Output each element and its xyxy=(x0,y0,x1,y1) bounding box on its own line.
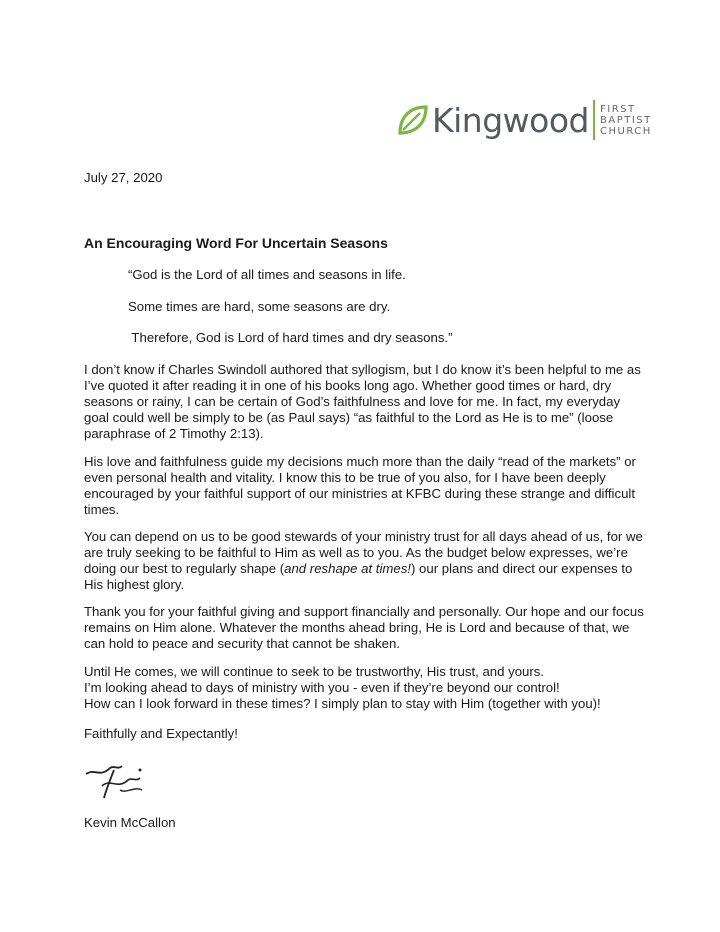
letter-date: July 27, 2020 xyxy=(84,170,163,185)
closing-line: Faithfully and Expectantly! xyxy=(84,726,238,741)
paragraph-4: Thank you for your faithful giving and support financially and personally. Our hope and our focus remains on Him alone. Whatever the months ahead bring, He is Lord and because of that, we can hold to peace and security that cannot be shaken. xyxy=(84,604,644,651)
quote-line-3: Therefore, God is Lord of hard times and dry seasons.” xyxy=(128,330,453,345)
logo-line-baptist: BAPTIST xyxy=(600,114,652,126)
paragraph-5-line-3: How can I look forward in these times? I simply plan to stay with Him (together with you)! xyxy=(84,696,601,711)
paragraph-3-text-a: You can depend on us to be good stewards of your ministry trust for all days ahead of us, for we are truly seeking to be faithful to Him as well as to you. As the budget below expresses, we’re doing our best to regularly shape ( xyxy=(84,529,643,576)
paragraph-3-text-b: ) our plans and direct our expenses to His highest glory. xyxy=(84,561,633,592)
paragraph-5-line-1: Until He comes, we will continue to seek to be trustworthy, His trust, and yours. xyxy=(84,664,545,679)
logo-line-church: CHURCH xyxy=(600,125,652,137)
paragraph-2: His love and faithfulness guide my decisions much more than the daily “read of the markets” or even personal health and vitality. I know this to be true of you also, for I have been deeply encouraged by your faithful support of our ministries at KFBC during these strange and difficult times. xyxy=(84,454,636,517)
paragraph-3 xyxy=(84,529,644,593)
logo-church-text xyxy=(600,104,652,137)
church-logo xyxy=(396,96,652,144)
logo-line-first: FIRST xyxy=(600,103,636,115)
letter-title: An Encouraging Word For Uncertain Seasons xyxy=(84,235,388,251)
logo-divider xyxy=(593,100,595,140)
leaf-icon xyxy=(396,103,430,137)
signer-name: Kevin McCallon xyxy=(84,815,176,830)
quote-line-1: “God is the Lord of all times and seasons in life. xyxy=(128,267,406,282)
logo-wordmark: Kingwood xyxy=(432,100,589,140)
paragraph-3-italic: and reshape at times! xyxy=(284,561,411,576)
quote-line-2: Some times are hard, some seasons are dry. xyxy=(128,299,391,314)
paragraph-1: I don’t know if Charles Swindoll authored that syllogism, but I do know it’s been helpful to me as I’ve quoted it after reading it in one of his books long ago. Whether good times or hard, dry seasons or rainy, I can be certain of God’s faithfulness and love for me. In fact, my everyday goal could well be simply to be (as Paul says) “as faithful to the Lord as He is to me” (loose paraphrase of 2 Timothy 2:13). xyxy=(84,362,641,441)
handwritten-signature xyxy=(84,760,154,802)
paragraph-5-line-2: I’m looking ahead to days of ministry with you - even if they’re beyond our control! xyxy=(84,680,560,695)
